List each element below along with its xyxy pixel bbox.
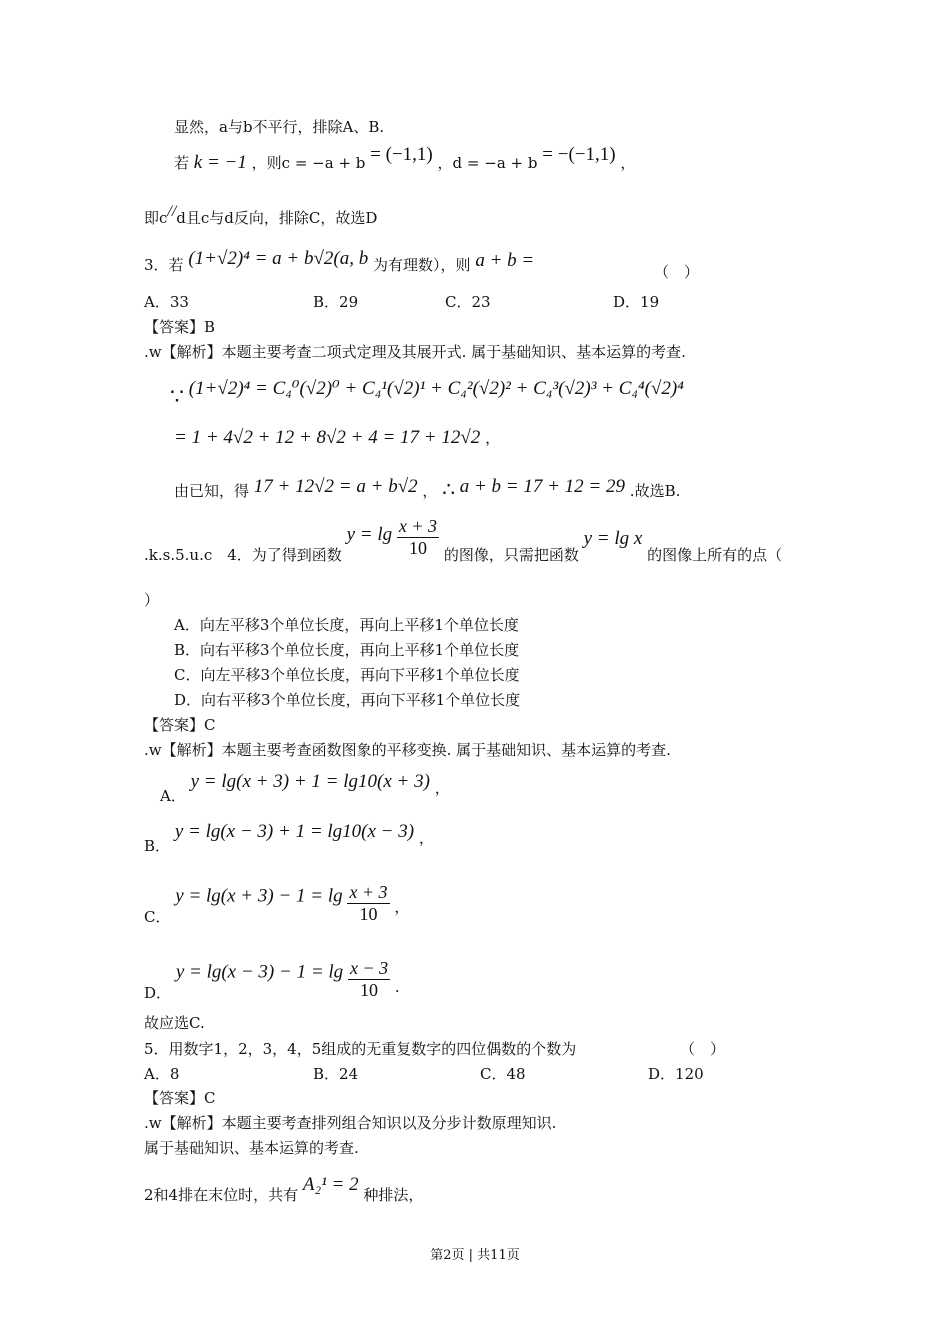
fraction — [348, 958, 390, 1001]
text: ， — [394, 897, 410, 916]
result-line — [174, 428, 500, 454]
text: 为有理数） — [373, 256, 441, 274]
option-d: D．19 — [613, 293, 660, 311]
text: ， — [620, 154, 636, 172]
text-line — [144, 203, 378, 229]
parallel-symbol: // — [167, 203, 177, 220]
solution-a — [160, 772, 450, 806]
therefore-symbol: ∴ — [442, 479, 455, 501]
label: A． — [160, 787, 186, 805]
math-ask: a + b = — [475, 250, 535, 271]
text: . — [394, 977, 400, 996]
text: 由已知，得 — [174, 482, 250, 500]
option-b: B．向右平移3个单位长度，再向上平移1个单位长度 — [174, 641, 520, 659]
analysis-line: .w【解析】本题主要考查函数图象的平移变换. 属于基础知识、基本运算的考查. — [144, 741, 671, 759]
text: d且c与d反向，排除C，故选D — [176, 209, 378, 227]
text: 若 — [174, 154, 190, 172]
answer-line: 【答案】B — [144, 318, 216, 336]
text-line: 显然，a与b不平行，排除A、B. — [174, 118, 385, 136]
math-result: = 1 + 4√2 + 12 + 8√2 + 4 = 17 + 12√2 — [174, 427, 481, 448]
option-c: C．向左平移3个单位长度，再向下平移1个单位长度 — [174, 666, 520, 684]
solution-d — [144, 952, 400, 1002]
math-equation: (1+√2)⁴ = a + b√2(a, b — [188, 248, 369, 269]
text: ） — [144, 591, 160, 609]
denominator: 10 — [359, 904, 378, 924]
solution-c — [144, 876, 409, 926]
numerator: x + 3 — [349, 882, 388, 902]
text: 的图像，只需把函数 — [443, 545, 579, 564]
math-k: k = −1 — [193, 152, 247, 173]
known-line — [174, 476, 681, 506]
text: 2和4排在末位时，共有 — [144, 1186, 299, 1204]
option-a: A．33 — [144, 293, 189, 311]
text: .故选B. — [629, 482, 681, 500]
question-4 — [144, 516, 783, 580]
math-expansion: (1+√2)⁴ = C₄⁰(√2)⁰ + C₄¹(√2)¹ + C₄²(√2)² + C₄³(√2)³ + C₄⁴(√2)⁴ — [188, 378, 684, 399]
fraction — [347, 882, 389, 925]
permutation-line — [144, 1175, 423, 1209]
math-d: y = lg(x − 3) − 1 = lg — [175, 961, 344, 983]
text: ，则c = −a + b — [251, 154, 366, 172]
option-b: B．24 — [313, 1065, 359, 1083]
text: ， — [485, 429, 501, 447]
option-a: A．8 — [144, 1065, 180, 1083]
analysis-line: 属于基础知识、基本运算的考查. — [144, 1139, 359, 1157]
question-5: 5．用数字1，2，3，4，5组成的无重复数字的四位偶数的个数为 — [144, 1040, 577, 1058]
question-3 — [144, 248, 535, 285]
analysis-line: .w【解析】本题主要考查排列组合知识以及分步计数原理知识. — [144, 1114, 557, 1132]
option-d: D．向右平移3个单位长度，再向下平移1个单位长度 — [174, 691, 521, 709]
answer-blank: （ ） — [680, 1040, 726, 1058]
math-c: y = lg(x + 3) − 1 = lg — [175, 885, 343, 907]
text: 的图像上所有的点（ — [647, 545, 783, 564]
text: ， — [418, 829, 434, 847]
option-c: C．23 — [445, 293, 491, 311]
text: .k.s.5.u.c 4．为了得到函数 — [144, 545, 342, 564]
expansion-line — [170, 377, 684, 411]
math-func: y = lg — [346, 523, 393, 545]
analysis-line: .w【解析】本题主要考查二项式定理及其展开式. 属于基础知识、基本运算的考查. — [144, 343, 686, 361]
solution-b — [144, 822, 434, 856]
math-known: 17 + 12√2 = a + b√2 — [253, 476, 418, 497]
fraction — [397, 516, 439, 559]
numerator: x + 3 — [398, 516, 438, 536]
answer-line: 【答案】C — [144, 1089, 216, 1107]
math-sum: a + b = 17 + 12 = 29 — [459, 476, 626, 497]
page-footer: 第2页 | 共11页 — [430, 1248, 520, 1263]
text: ，d = −a + b — [437, 154, 538, 172]
math-c-value: = (−1,1) — [370, 144, 433, 165]
math-d-value: = −(−1,1) — [542, 144, 616, 165]
text: ， — [434, 779, 450, 797]
text: 种排法， — [363, 1186, 424, 1204]
numerator: x − 3 — [349, 958, 389, 978]
label: B． — [144, 837, 171, 855]
conclusion-line: 故应选C. — [144, 1014, 205, 1032]
math-func2: y = lg x — [583, 527, 643, 549]
option-d: D．120 — [648, 1065, 704, 1083]
label: D． — [144, 983, 172, 1002]
because-symbol: ∵ — [170, 384, 184, 409]
math-b: y = lg(x − 3) + 1 = lg10(x − 3) — [174, 821, 415, 842]
answer-blank: （ ） — [654, 263, 700, 281]
equation-line — [174, 144, 636, 183]
option-c: C．48 — [480, 1065, 526, 1083]
denominator: 10 — [408, 538, 427, 558]
text: ， — [422, 482, 438, 500]
denominator: 10 — [360, 980, 379, 1000]
option-b: B．29 — [313, 293, 359, 311]
text: ，则 — [440, 256, 471, 274]
option-a: A．向左平移3个单位长度，再向上平移1个单位长度 — [174, 616, 519, 634]
answer-line: 【答案】C — [144, 716, 216, 734]
math-a: y = lg(x + 3) + 1 = lg10(x + 3) — [190, 771, 430, 792]
question-number: 3．若 — [144, 256, 184, 274]
math-perm: A₂¹ = 2 — [302, 1174, 359, 1195]
text: 即c — [144, 209, 168, 227]
label: C． — [144, 907, 171, 926]
